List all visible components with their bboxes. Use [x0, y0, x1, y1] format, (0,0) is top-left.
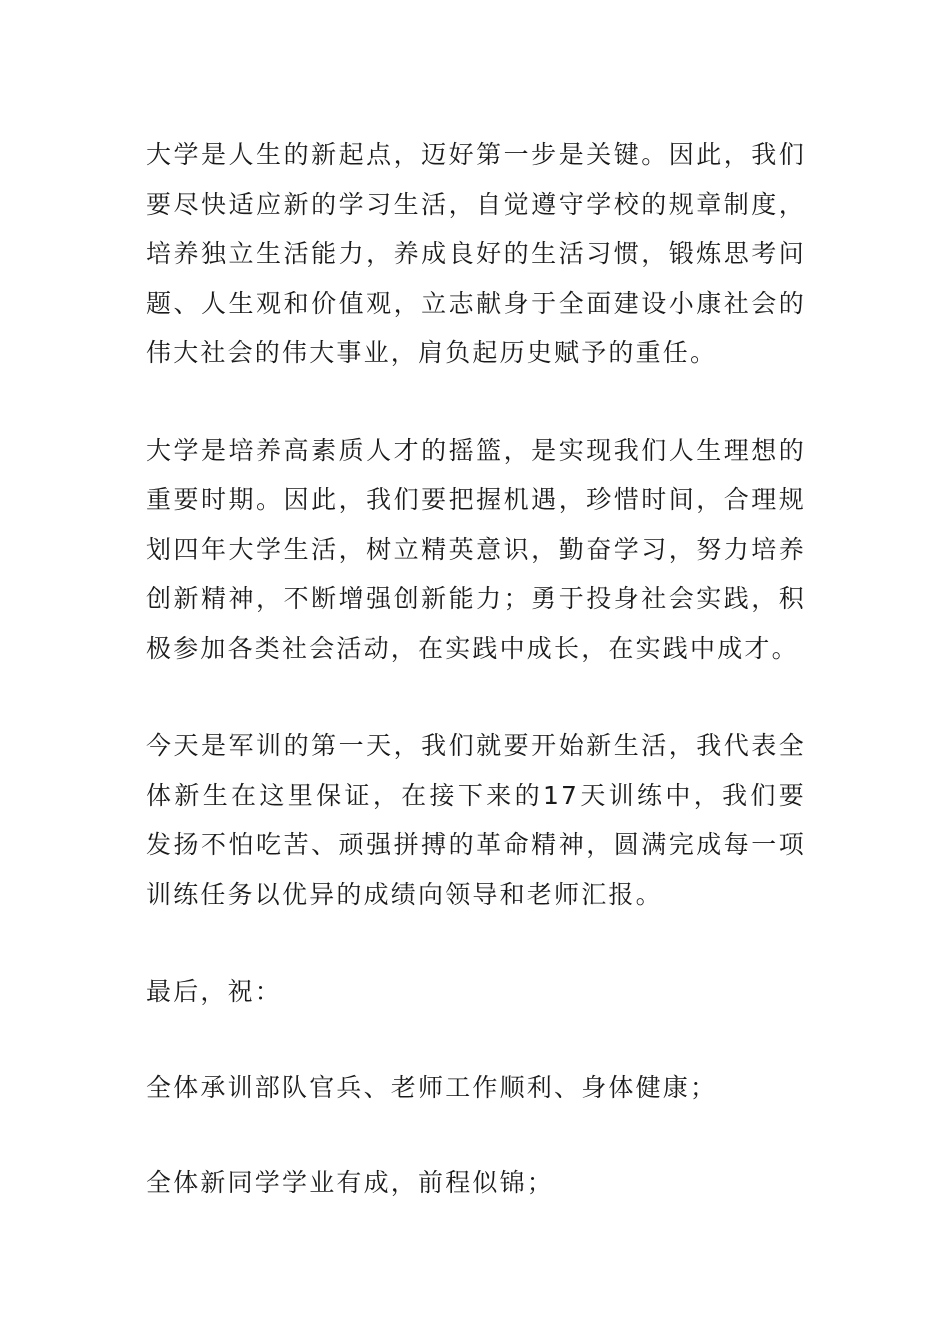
paragraph-university-cradle: 大学是培养高素质人才的摇篮，是实现我们人生理想的重要时期。因此，我们要把握机遇，珍惜时间，合理规划四年大学生活，树立精英意识，勤奋学习，努力培养创新精神，不断增强创新能力；勇于投身社会实践，积极参加各类社会活动，在实践中成长，在实践中成才。 [146, 435, 806, 663]
paragraph-wish-officers-teachers: 全体承训部队官兵、老师工作顺利、身体健康； [146, 1072, 718, 1102]
paragraph-wish-new-students: 全体新同学学业有成，前程似锦； [146, 1168, 555, 1197]
paragraph-university-starting-point: 大学是人生的新起点，迈好第一步是关键。因此，我们要尽快适应新的学习生活，自觉遵守学校的规章制度，培养独立生活能力，养成良好的生活习惯，锻炼思考问题、人生观和价值观，立志献身于全面建设小康社会的伟大社会的伟大事业，肩负起历史赋予的重任。 [146, 140, 806, 367]
paragraph-closing-wish: 最后，祝： [146, 977, 283, 1006]
document-body [146, 130, 806, 1208]
paragraph-military-training-pledge: 今天是军训的第一天，我们就要开始新生活，我代表全体新生在这里保证，在接下来的17天训练中，我们要发扬不怕吃苦、顽强拼搏的革命精神，圆满完成每一项训练任务以优异的成绩向领导和老师汇报。 [146, 731, 806, 909]
